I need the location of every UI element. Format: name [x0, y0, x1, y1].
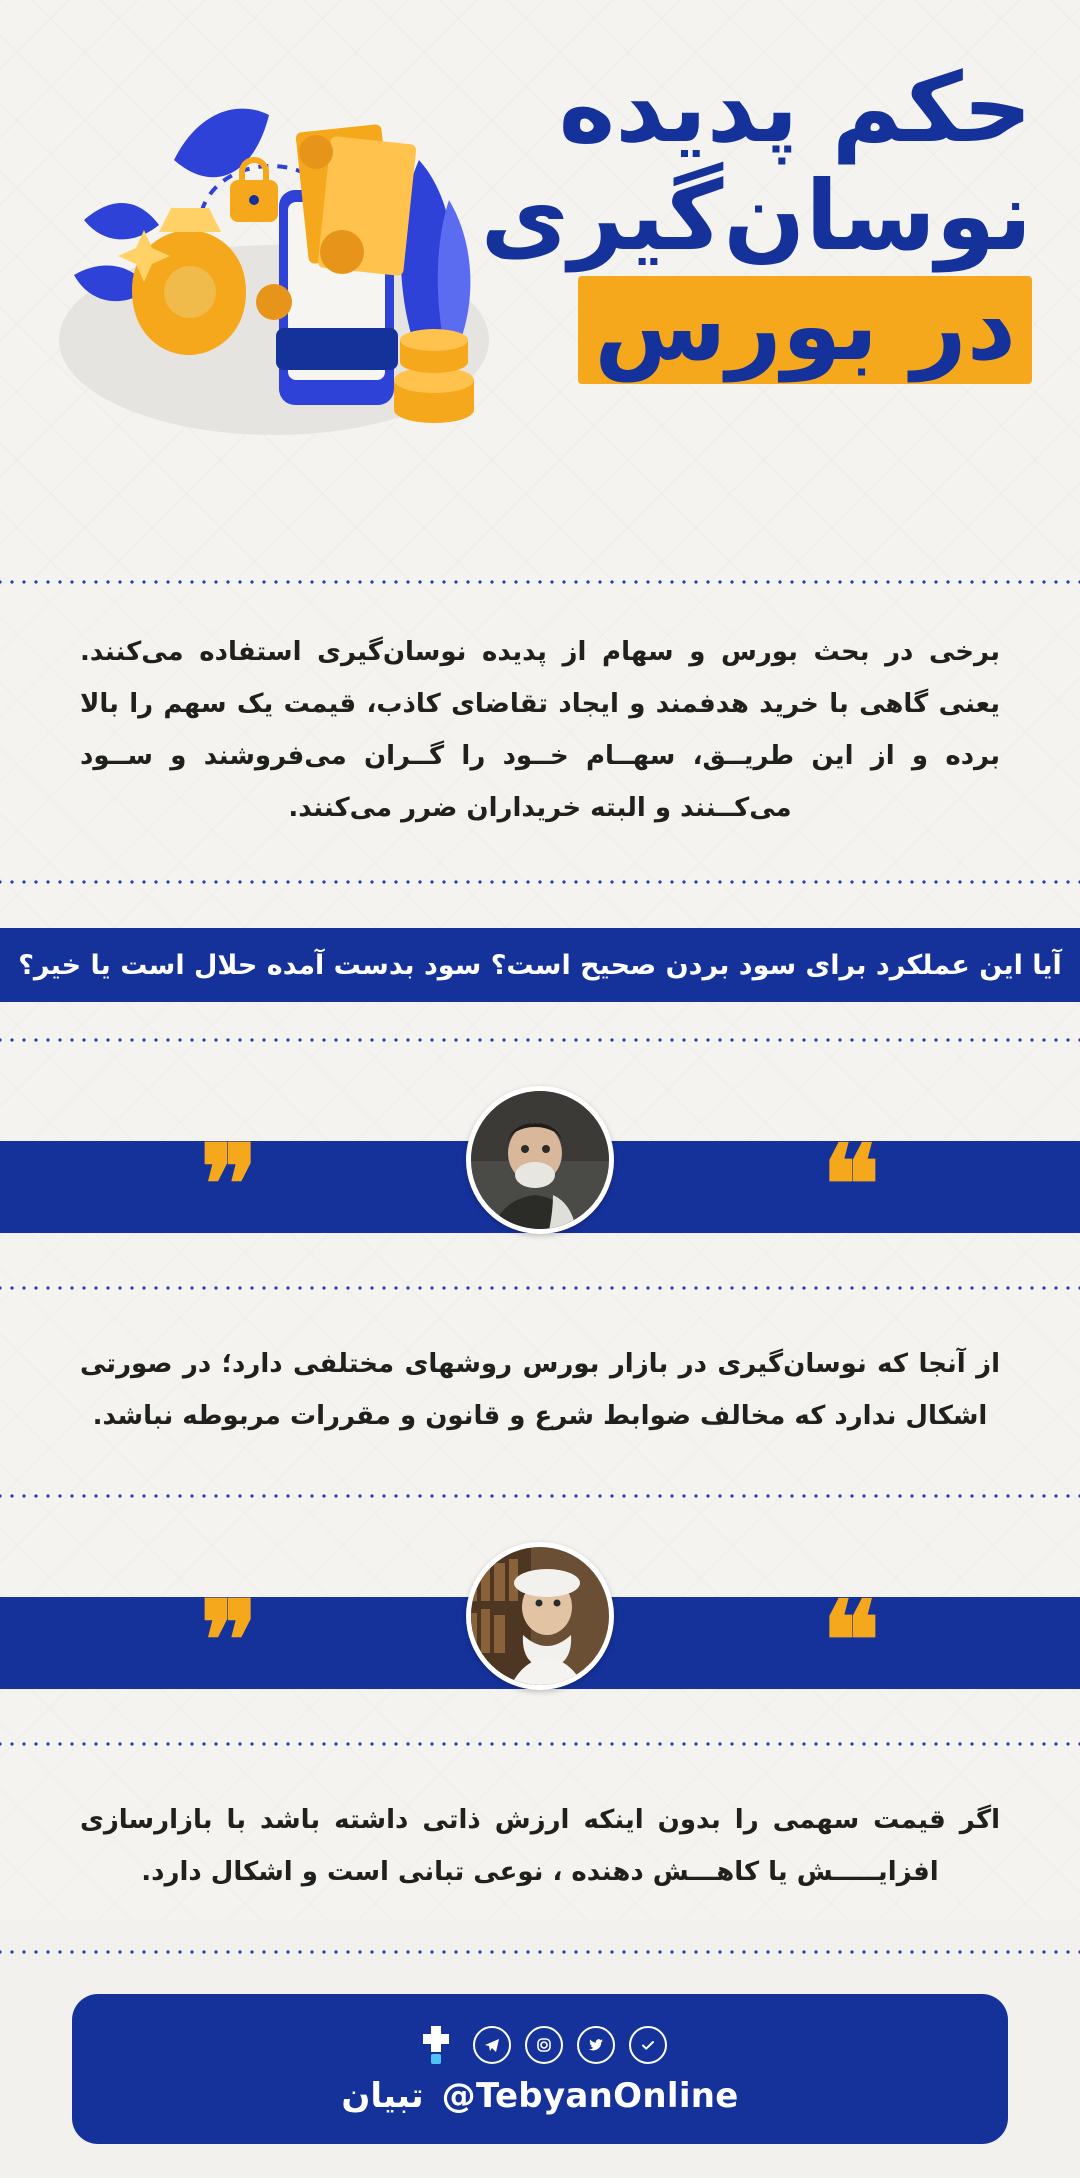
check-icon[interactable]	[629, 2026, 667, 2064]
quote-mark-left-icon: ❞	[200, 1583, 259, 1703]
title-line-1: حکم پدیده	[558, 52, 1032, 164]
quote-block-2	[0, 1542, 1080, 1742]
quote-mark-right-icon: ❝	[821, 1127, 880, 1247]
tebyan-logo-icon	[413, 2022, 459, 2068]
answer-paragraph-1: از آنجا که نوسان‌گیری در بازار بورس روشهای مختلفی دارد؛ در صورتی اشکال ندارد که مخالف ضوابط شرع و قانون و مقررات مربوطه نباشد.	[80, 1349, 1000, 1431]
finance-money-phone-illustration	[24, 40, 504, 460]
quote-block-1	[0, 1086, 1080, 1286]
divider	[0, 1038, 1080, 1042]
question-bar	[0, 928, 1080, 1002]
divider	[0, 1494, 1080, 1498]
answer-paragraph-2: اگر قیمت سهمی را بدون اینکه ارزش ذاتی داشته باشد با بازارسازی افزایـــــش یا کاهـــش دهنده ، نوعی تبانی است و اشکال دارد.	[80, 1805, 1000, 1887]
intro-paragraph: برخی در بحث بورس و سهام از پدیده نوسان‌گیری استفاده می‌کنند. یعنی گاهی با خرید هدفمند و ایجاد تقاضای کاذب، قیمت یک سهم را بالا برده و از این طریــق، سهــام خــود را گــران می‌فروشند و ســود می‌کــنند و البته خریداران ضرر می‌کنند.	[80, 637, 1000, 823]
brand-name-fa: تبیان	[341, 2076, 424, 2116]
avatar-marja-khamenei	[466, 1086, 614, 1234]
brand-row	[341, 2076, 738, 2116]
title-line-2: نوسان‌گیری	[480, 159, 1032, 272]
avatar-marja-makarem	[466, 1542, 614, 1690]
title-line-3	[481, 269, 1032, 384]
title-highlight: در بورس	[578, 276, 1032, 384]
instagram-icon[interactable]	[525, 2026, 563, 2064]
telegram-icon[interactable]	[473, 2026, 511, 2064]
social-row	[413, 2022, 667, 2068]
twitter-icon[interactable]	[577, 2026, 615, 2064]
header-section	[0, 0, 1080, 580]
quote-mark-left-icon: ❞	[200, 1127, 259, 1247]
question-text: آیا این عملکرد برای سود بردن صحیح است؟ سود بدست آمده حلال است یا خیر؟	[18, 949, 1062, 981]
intro-section	[0, 584, 1080, 880]
footer-section	[0, 1954, 1080, 2178]
quote-mark-right-icon: ❝	[821, 1583, 880, 1703]
answer-section-2	[0, 1746, 1080, 1950]
answer-section-1	[0, 1290, 1080, 1494]
footer-card	[72, 1994, 1008, 2144]
social-handle[interactable]: @TebyanOnline	[441, 2076, 739, 2116]
divider	[0, 880, 1080, 884]
page-title	[480, 52, 1032, 394]
